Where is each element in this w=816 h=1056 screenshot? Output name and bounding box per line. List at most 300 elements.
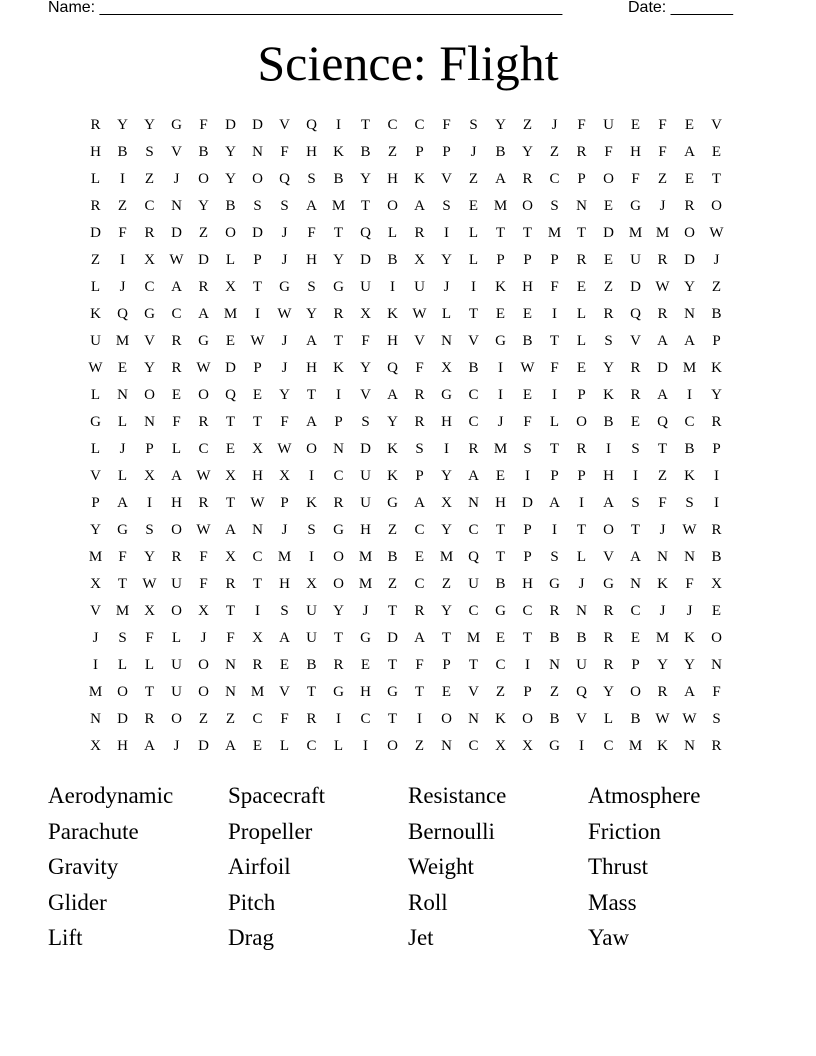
grid-letter: G <box>495 603 506 619</box>
grid-letter: R <box>90 117 101 133</box>
grid-letter: B <box>387 252 398 268</box>
grid-letter: R <box>603 603 614 619</box>
grid-letter: D <box>252 117 263 133</box>
grid-letter: O <box>576 414 587 430</box>
grid-letter: L <box>279 738 290 754</box>
grid-letter: R <box>333 657 344 673</box>
grid-letter: P <box>145 441 154 457</box>
grid-letter: A <box>306 333 317 349</box>
grid-letter: C <box>387 117 398 133</box>
grid-letter: S <box>550 198 559 214</box>
grid-letter: G <box>441 387 452 403</box>
grid-letter: F <box>604 144 613 160</box>
grid-letter: O <box>387 198 398 214</box>
grid-letter: J <box>119 279 126 295</box>
grid-letter: V <box>171 144 182 160</box>
grid-letter: I <box>363 738 368 754</box>
grid-letter: R <box>657 684 668 700</box>
grid-letter: L <box>171 630 182 646</box>
grid-letter: O <box>171 522 182 538</box>
grid-letter: P <box>523 684 532 700</box>
grid-letter: R <box>468 441 479 457</box>
grid-letter: P <box>91 495 100 511</box>
grid-letter: O <box>198 657 209 673</box>
grid-letter: R <box>630 387 641 403</box>
grid-letter: Y <box>495 117 506 133</box>
grid-letter: V <box>414 333 425 349</box>
grid-letter: J <box>173 738 180 754</box>
grid-letter: A <box>279 630 290 646</box>
grid-letter: I <box>579 738 584 754</box>
grid-letter: R <box>657 252 668 268</box>
grid-letter: J <box>659 522 666 538</box>
grid-letter: W <box>196 522 211 538</box>
grid-letter: P <box>550 252 559 268</box>
grid-letter: L <box>333 738 344 754</box>
grid-letter: N <box>333 441 344 457</box>
grid-letter: X <box>441 495 452 511</box>
grid-letter: S <box>523 441 532 457</box>
grid-letter: G <box>117 522 128 538</box>
grid-letter: Y <box>603 360 614 376</box>
grid-letter: O <box>441 711 452 727</box>
grid-letter: W <box>277 306 292 322</box>
grid-letter: W <box>682 711 697 727</box>
grid-letter: R <box>630 360 641 376</box>
grid-letter: A <box>603 495 614 511</box>
grid-letter: E <box>603 198 614 214</box>
header <box>48 0 748 22</box>
grid-letter: L <box>549 414 560 430</box>
name-field: Name: ____________________________________________________ <box>48 0 563 16</box>
grid-letter: S <box>307 279 316 295</box>
grid-letter: A <box>684 684 695 700</box>
grid-letter: N <box>90 711 101 727</box>
grid-letter: S <box>145 522 154 538</box>
grid-letter: Z <box>414 738 425 754</box>
grid-letter: O <box>522 198 533 214</box>
grid-letter: D <box>198 738 209 754</box>
grid-letter: X <box>198 603 209 619</box>
grid-letter: R <box>711 738 722 754</box>
grid-letter: T <box>522 225 533 241</box>
grid-letter: K <box>333 360 344 376</box>
grid-letter: I <box>552 387 557 403</box>
grid-letter: R <box>576 144 587 160</box>
grid-letter: T <box>711 171 722 187</box>
grid-letter: Z <box>387 576 398 592</box>
grid-letter: X <box>90 576 101 592</box>
grid-letter: O <box>198 171 209 187</box>
grid-letter: B <box>549 711 560 727</box>
grid-letter: F <box>199 549 208 565</box>
grid-letter: E <box>117 360 128 376</box>
grid-letter: G <box>387 684 398 700</box>
word-list-item: Yaw <box>588 925 630 951</box>
grid-letter: H <box>441 414 452 430</box>
grid-letter: N <box>711 657 722 673</box>
grid-letter: T <box>387 657 398 673</box>
grid-letter: F <box>280 414 289 430</box>
grid-letter: X <box>90 738 101 754</box>
grid-letter: B <box>387 549 398 565</box>
grid-letter: O <box>387 738 398 754</box>
grid-letter: V <box>603 549 614 565</box>
grid-letter: X <box>252 630 263 646</box>
grid-letter: F <box>226 630 235 646</box>
grid-letter: G <box>90 414 101 430</box>
grid-letter: I <box>552 522 557 538</box>
grid-letter: E <box>252 387 263 403</box>
grid-letter: A <box>468 468 479 484</box>
grid-letter: Y <box>90 522 101 538</box>
grid-letter: S <box>685 495 694 511</box>
grid-letter: E <box>630 117 641 133</box>
grid-letter: A <box>306 198 317 214</box>
grid-letter: F <box>199 117 208 133</box>
grid-letter: F <box>658 144 667 160</box>
grid-letter: Q <box>387 360 398 376</box>
grid-letter: T <box>657 441 668 457</box>
grid-letter: O <box>333 549 344 565</box>
grid-letter: F <box>550 279 559 295</box>
grid-letter: A <box>684 333 695 349</box>
grid-letter: O <box>144 387 155 403</box>
grid-letter: H <box>117 738 128 754</box>
grid-letter: C <box>468 522 479 538</box>
grid-letter: M <box>250 684 265 700</box>
grid-letter: A <box>198 306 209 322</box>
grid-letter: U <box>171 684 182 700</box>
grid-letter: E <box>171 387 182 403</box>
grid-letter: J <box>119 441 126 457</box>
grid-letter: I <box>714 468 719 484</box>
grid-letter: K <box>387 468 398 484</box>
grid-letter: X <box>414 252 425 268</box>
grid-letter: E <box>576 279 587 295</box>
grid-letter: Y <box>333 603 344 619</box>
grid-letter: E <box>495 468 506 484</box>
grid-letter: I <box>471 279 476 295</box>
grid-letter: I <box>552 306 557 322</box>
grid-letter: I <box>309 549 314 565</box>
grid-letter: S <box>145 144 154 160</box>
grid-letter: P <box>253 360 262 376</box>
grid-letter: R <box>144 225 155 241</box>
grid-letter: Z <box>711 279 722 295</box>
grid-letter: A <box>225 738 236 754</box>
grid-letter: Y <box>522 144 533 160</box>
grid-letter: F <box>658 117 667 133</box>
grid-letter: W <box>250 333 265 349</box>
grid-letter: E <box>468 198 479 214</box>
grid-letter: R <box>225 576 236 592</box>
grid-letter: Q <box>468 549 479 565</box>
grid-letter: J <box>281 252 288 268</box>
grid-letter: U <box>630 252 641 268</box>
grid-letter: M <box>88 684 103 700</box>
grid-letter: O <box>252 171 263 187</box>
grid-letter: Z <box>441 576 452 592</box>
grid-letter: P <box>415 144 424 160</box>
grid-letter: G <box>495 333 506 349</box>
grid-letter: N <box>468 711 479 727</box>
grid-letter: Y <box>279 387 290 403</box>
grid-letter: J <box>281 333 288 349</box>
grid-letter: D <box>630 279 641 295</box>
grid-letter: E <box>522 387 533 403</box>
grid-letter: B <box>603 414 614 430</box>
grid-letter: C <box>171 306 182 322</box>
grid-letter: V <box>630 333 641 349</box>
grid-letter: F <box>685 576 694 592</box>
grid-letter: M <box>655 225 670 241</box>
grid-letter: O <box>603 171 614 187</box>
grid-letter: D <box>360 441 371 457</box>
grid-letter: K <box>90 306 101 322</box>
grid-letter: Z <box>198 225 209 241</box>
word-list-item: Parachute <box>48 818 139 844</box>
grid-letter: Y <box>333 252 344 268</box>
grid-letter: F <box>172 414 181 430</box>
grid-letter: C <box>414 576 425 592</box>
grid-letter: H <box>360 684 371 700</box>
grid-letter: W <box>250 495 265 511</box>
grid-letter: V <box>279 117 290 133</box>
grid-letter: W <box>277 441 292 457</box>
grid-letter: P <box>577 468 586 484</box>
grid-letter: K <box>333 144 344 160</box>
grid-letter: E <box>522 306 533 322</box>
word-list-item: Friction <box>588 818 661 844</box>
grid-letter: V <box>279 684 290 700</box>
grid-letter: P <box>712 441 721 457</box>
grid-letter: T <box>252 414 263 430</box>
grid-letter: L <box>468 225 479 241</box>
grid-letter: I <box>687 387 692 403</box>
grid-letter: C <box>522 603 533 619</box>
grid-letter: P <box>577 387 586 403</box>
grid-letter: H <box>522 279 533 295</box>
grid-letter: T <box>252 279 263 295</box>
grid-letter: T <box>360 198 371 214</box>
grid-letter: G <box>549 576 560 592</box>
word-list-item: Gravity <box>48 854 119 880</box>
grid-letter: P <box>442 144 451 160</box>
grid-letter: T <box>495 522 506 538</box>
grid-letter: O <box>603 522 614 538</box>
grid-letter: I <box>390 279 395 295</box>
grid-letter: T <box>630 522 641 538</box>
grid-letter: L <box>387 225 398 241</box>
grid-letter: C <box>360 711 371 727</box>
grid-letter: N <box>252 144 263 160</box>
grid-letter: P <box>334 414 343 430</box>
grid-letter: T <box>468 657 479 673</box>
grid-letter: I <box>120 171 125 187</box>
grid-letter: X <box>144 252 155 268</box>
grid-letter: I <box>444 441 449 457</box>
grid-letter: X <box>225 549 236 565</box>
grid-letter: T <box>576 522 587 538</box>
grid-letter: T <box>117 576 128 592</box>
grid-letter: K <box>495 279 506 295</box>
grid-letter: R <box>333 495 344 511</box>
grid-letter: F <box>442 117 451 133</box>
grid-letter: M <box>682 360 697 376</box>
grid-letter: Y <box>225 171 236 187</box>
grid-letter: A <box>549 495 560 511</box>
grid-letter: U <box>603 117 614 133</box>
grid-letter: C <box>495 657 506 673</box>
grid-letter: F <box>415 657 424 673</box>
grid-letter: G <box>333 279 344 295</box>
grid-letter: C <box>549 171 560 187</box>
grid-letter: V <box>90 603 101 619</box>
grid-letter: H <box>90 144 101 160</box>
grid-letter: J <box>713 252 720 268</box>
grid-letter: E <box>495 306 506 322</box>
grid-letter: A <box>414 198 425 214</box>
grid-letter: P <box>523 549 532 565</box>
grid-letter: A <box>225 522 236 538</box>
grid-letter: S <box>361 414 370 430</box>
grid-letter: T <box>306 684 317 700</box>
grid-letter: N <box>549 657 560 673</box>
grid-letter: H <box>171 495 182 511</box>
grid-letter: J <box>659 198 666 214</box>
grid-letter: O <box>117 684 128 700</box>
grid-letter: S <box>550 549 559 565</box>
grid-letter: B <box>495 576 506 592</box>
grid-letter: Z <box>90 252 101 268</box>
grid-letter: K <box>495 711 506 727</box>
grid-letter: F <box>712 684 721 700</box>
grid-letter: Z <box>225 711 236 727</box>
grid-letter: E <box>684 171 695 187</box>
grid-letter: V <box>468 333 479 349</box>
grid-letter: E <box>576 360 587 376</box>
grid-letter: X <box>441 360 452 376</box>
grid-letter: V <box>90 468 101 484</box>
grid-letter: W <box>88 360 103 376</box>
grid-letter: D <box>117 711 128 727</box>
grid-letter: T <box>387 711 398 727</box>
grid-letter: L <box>171 441 182 457</box>
page-title: Science: Flight <box>257 35 559 91</box>
grid-letter: K <box>711 360 722 376</box>
grid-letter: R <box>603 306 614 322</box>
grid-letter: I <box>255 603 260 619</box>
grid-letter: O <box>306 441 317 457</box>
grid-letter: Y <box>441 468 452 484</box>
grid-letter: L <box>90 279 101 295</box>
grid-letter: W <box>655 711 670 727</box>
grid-letter: T <box>333 333 344 349</box>
grid-letter: U <box>306 603 317 619</box>
grid-letter: Y <box>441 522 452 538</box>
grid-letter: Y <box>198 198 209 214</box>
grid-letter: F <box>550 360 559 376</box>
grid-letter: E <box>414 549 425 565</box>
grid-letter: Q <box>576 684 587 700</box>
grid-letter: X <box>522 738 533 754</box>
grid-letter: T <box>549 333 560 349</box>
grid-letter: J <box>173 171 180 187</box>
grid-letter: R <box>657 306 668 322</box>
grid-letter: O <box>171 711 182 727</box>
grid-letter: S <box>253 198 262 214</box>
grid-letter: R <box>522 171 533 187</box>
grid-letter: P <box>712 333 721 349</box>
grid-letter: J <box>92 630 99 646</box>
grid-letter: J <box>659 603 666 619</box>
grid-letter: E <box>711 144 722 160</box>
word-list-item: Jet <box>408 925 434 951</box>
grid-letter: C <box>630 603 641 619</box>
grid-letter: A <box>495 171 506 187</box>
grid-letter: Q <box>279 171 290 187</box>
grid-letter: H <box>630 144 641 160</box>
grid-letter: X <box>360 306 371 322</box>
grid-letter: P <box>253 252 262 268</box>
grid-letter: K <box>414 171 425 187</box>
word-list-item: Resistance <box>408 783 507 808</box>
grid-letter: W <box>655 279 670 295</box>
grid-letter: Q <box>657 414 668 430</box>
grid-letter: I <box>579 495 584 511</box>
grid-letter: F <box>631 171 640 187</box>
grid-letter: N <box>441 333 452 349</box>
grid-letter: Y <box>441 252 452 268</box>
grid-letter: B <box>576 630 587 646</box>
grid-letter: O <box>198 684 209 700</box>
grid-letter: I <box>498 387 503 403</box>
grid-letter: F <box>118 549 127 565</box>
grid-letter: Z <box>657 468 668 484</box>
grid-letter: X <box>144 603 155 619</box>
grid-letter: S <box>712 711 721 727</box>
grid-letter: R <box>684 198 695 214</box>
word-list-item: Drag <box>228 925 274 951</box>
grid-letter: K <box>657 738 668 754</box>
grid-letter: W <box>169 252 184 268</box>
grid-letter: F <box>118 225 127 241</box>
grid-letter: K <box>387 441 398 457</box>
grid-letter: S <box>118 630 127 646</box>
grid-letter: R <box>414 603 425 619</box>
grid-letter: N <box>144 414 155 430</box>
grid-letter: S <box>415 441 424 457</box>
grid-letter: U <box>360 495 371 511</box>
grid-letter: K <box>387 306 398 322</box>
grid-letter: Z <box>657 171 668 187</box>
grid-letter: O <box>630 684 641 700</box>
grid-letter: M <box>493 198 508 214</box>
grid-letter: O <box>711 630 722 646</box>
grid-letter: S <box>280 198 289 214</box>
grid-letter: D <box>387 630 398 646</box>
grid-letter: Z <box>495 684 506 700</box>
grid-letter: U <box>171 576 182 592</box>
grid-letter: M <box>277 549 292 565</box>
grid-letter: Z <box>198 711 209 727</box>
grid-letter: X <box>279 468 290 484</box>
grid-letter: Q <box>306 117 317 133</box>
grid-letter: C <box>333 468 344 484</box>
grid-letter: R <box>171 360 182 376</box>
grid-letter: M <box>628 225 643 241</box>
